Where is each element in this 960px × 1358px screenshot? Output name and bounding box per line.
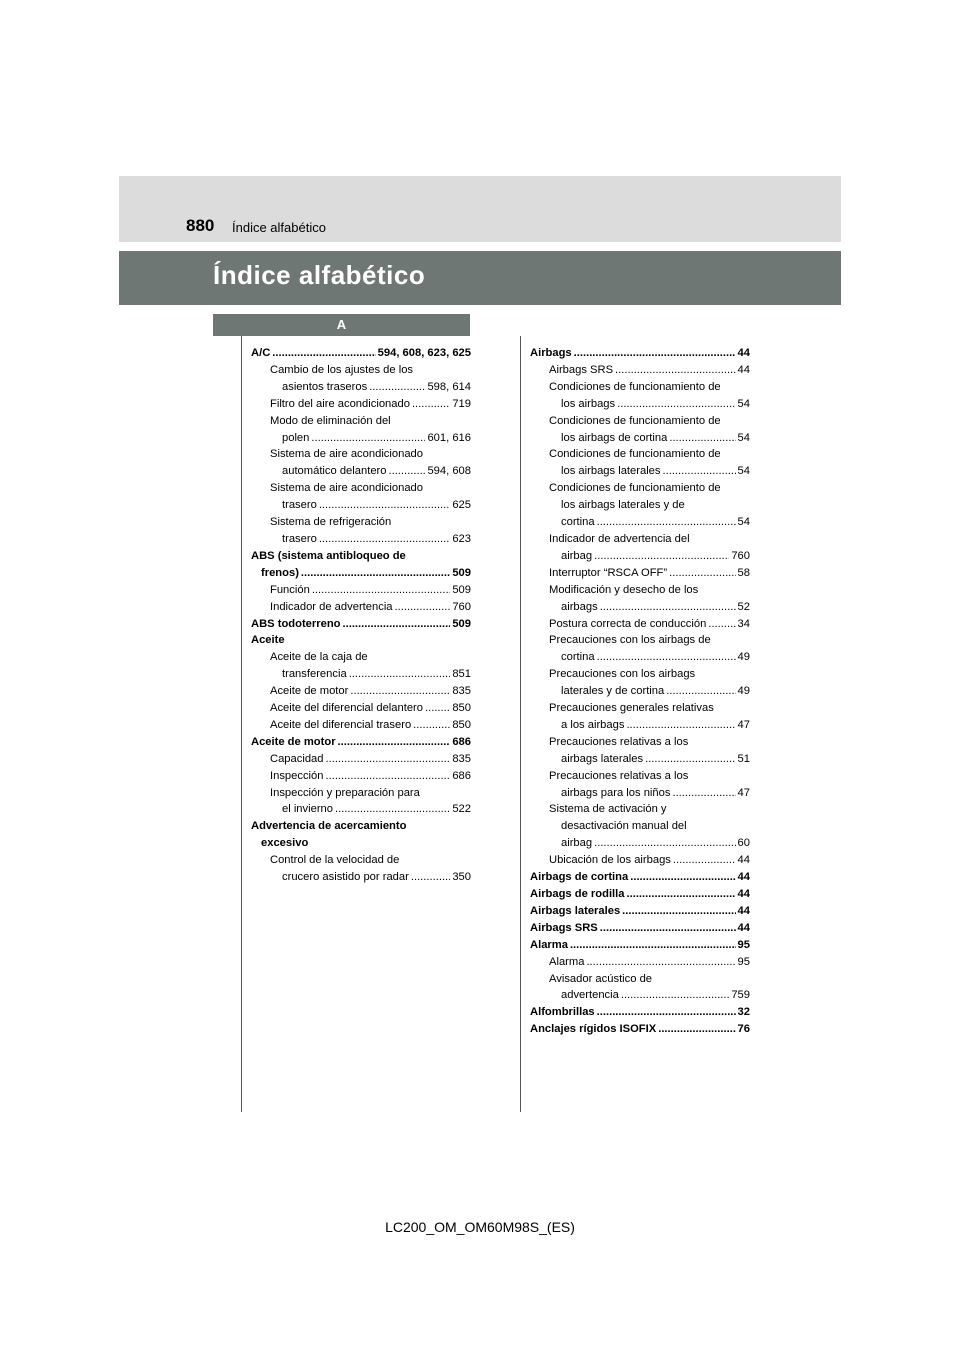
index-entry-term: Airbags laterales [530,904,621,917]
index-entry-term: los airbags de cortina [561,431,668,444]
index-entry-term: Modo de eliminación del [270,414,391,427]
index-entry [530,396,750,413]
index-entry [530,430,750,447]
dot-leader [311,430,425,447]
dot-leader [672,785,735,802]
dot-leader [669,565,735,582]
index-entry-term: polen [282,431,310,444]
index-entry [251,463,471,480]
index-entry [530,683,750,700]
index-entry [251,700,471,717]
index-entry [251,599,471,616]
index-entry-term: Filtro del aire acondicionado [270,397,410,410]
dot-leader [413,717,450,734]
index-entry [251,616,471,633]
index-entry [530,649,750,666]
index-entry-term: airbags para los niños [561,786,671,799]
index-entry-term: Precauciones generales relativas [549,702,714,715]
dot-leader [615,362,736,379]
index-entry-term: Inspección y preparación para [270,786,420,799]
index-entry-page[interactable]: 719 [452,397,471,410]
dot-leader [343,616,451,633]
index-entry-term: Postura correcta de conducción [549,617,707,630]
index-entry [530,379,750,396]
index-entry-term: Condiciones de funcionamiento de [549,482,721,495]
dot-leader [349,666,451,683]
index-entry [251,751,471,768]
index-entry [530,345,750,362]
index-entry-term: Aceite de la caja de [270,651,368,664]
index-entry-term: Control de la velocidad de [270,854,400,867]
index-entry-term: Aceite del diferencial trasero [270,718,412,731]
index-entry-term: Aceite [251,634,285,647]
index-entry-term: Sistema de aire acondicionado [270,482,423,495]
index-entry-term: airbags [561,600,598,613]
index-entry-page[interactable]: 686 [452,735,471,748]
index-entry-page[interactable]: 759 [731,989,750,1002]
dot-leader [627,886,736,903]
dot-leader [574,345,736,362]
index-entry [251,497,471,514]
index-entry [530,514,750,531]
dot-leader [326,768,451,785]
dot-leader [594,548,729,565]
index-entry [251,785,471,802]
index-entry-term: Alarma [549,955,585,968]
dot-leader [663,463,736,480]
index-entry-term: trasero [282,532,317,545]
index-entry-term: A/C [251,347,271,359]
index-entry-term: Cambio de los ajustes de los [270,363,414,376]
index-entry [251,818,471,835]
index-entry [530,582,750,599]
index-entry-term: Airbags de cortina [530,871,629,884]
index-entry-term: Sistema de refrigeración [270,516,392,529]
index-entry-term: Indicador de advertencia del [549,532,690,545]
index-entry-term: Precauciones con los airbags de [549,634,711,647]
index-entry [251,768,471,785]
index-entry-term: Airbags de rodilla [530,888,625,900]
index-entry-term: excesivo [261,837,309,850]
index-entry [530,937,750,954]
index-entry-page[interactable]: 60 [737,837,750,850]
index-entry [530,599,750,616]
index-entry-page[interactable]: 34 [737,617,750,630]
index-entry-term: crucero asistido por radar [282,871,409,884]
index-entry [530,1004,750,1021]
index-entry-term: Condiciones de funcionamiento de [549,380,721,393]
index-entry-term: los airbags [561,397,616,410]
index-entry [251,869,471,886]
index-entry [251,531,471,548]
index-entry [530,362,750,379]
index-entry-page[interactable]: 594, 608, 623, 625 [377,347,471,359]
page-number: 880 [186,216,215,235]
dot-leader [630,869,735,886]
index-entry-term: Advertencia de acercamiento [251,820,407,833]
index-entry [251,514,471,531]
index-entry-term: cortina [561,651,595,664]
index-entry-page[interactable]: 44 [737,347,750,359]
index-entry-term: ABS todoterreno [251,617,341,630]
dot-leader [586,954,735,971]
dot-leader [395,599,451,616]
index-entry-term: Avisador acústico de [549,972,653,985]
index-column-left [251,345,471,886]
dot-leader [570,937,736,954]
index-entry-page[interactable]: 850 [452,718,471,731]
index-entry [530,700,750,717]
index-entry-page[interactable]: 54 [737,465,750,478]
index-entry-page[interactable]: 95 [737,938,750,951]
index-entry [530,920,750,937]
dot-leader [622,903,735,920]
index-entry [530,852,750,869]
index-entry-term: Función [270,583,310,596]
index-entry [251,666,471,683]
index-entry [251,548,471,565]
index-entry [530,869,750,886]
index-entry [530,801,750,818]
index-entry-page[interactable]: 350 [452,871,471,884]
index-entry [251,632,471,649]
section-letter-tab: A [213,314,470,336]
index-entry-term: Aceite de motor [270,685,349,698]
index-entry [530,751,750,768]
index-entry [251,852,471,869]
index-entry-term: automático delantero [282,465,387,478]
dot-leader [666,683,735,700]
index-entry [251,430,471,447]
index-entry [251,396,471,413]
dot-leader [425,700,450,717]
index-entry-term: trasero [282,499,317,512]
index-entry-page[interactable]: 509 [452,583,471,596]
index-entry-page[interactable]: 850 [452,702,471,715]
index-entry-term: Airbags SRS [549,363,614,376]
index-entry [530,987,750,1004]
index-entry [251,565,471,582]
dot-leader [412,396,450,413]
index-entry-term: Sistema de activación y [549,803,667,816]
index-entry-term: asientos traseros [282,380,368,393]
index-entry-term: Aceite del diferencial delantero [270,702,423,715]
index-entry-term: Alarma [530,938,568,951]
running-title: Índice alfabético [232,220,326,235]
index-entry-page[interactable]: 54 [737,516,750,529]
dot-leader [335,801,450,818]
index-entry-page[interactable]: 44 [737,921,750,934]
index-entry [530,565,750,582]
index-entry [251,362,471,379]
index-entry-term: Precauciones relativas a los [549,735,689,748]
dot-leader [645,751,735,768]
index-entry-term: Aceite de motor [251,735,336,748]
index-entry-page[interactable]: 44 [737,904,750,917]
dot-leader [326,751,451,768]
dot-leader [338,734,451,751]
index-entry-page[interactable]: 598, 614 [427,380,471,393]
index-entry-term: el invierno [282,803,333,816]
index-entry-term: Capacidad [270,752,324,765]
index-entry-page[interactable]: 54 [737,431,750,444]
index-entry-term: transferencia [282,668,347,681]
index-entry [251,649,471,666]
index-entry-page[interactable]: 44 [737,854,750,867]
index-entry-page[interactable]: 44 [737,363,750,376]
index-entry-term: Alfombrillas [530,1006,595,1019]
index-entry-page[interactable]: 49 [737,685,750,698]
index-entry [530,531,750,548]
index-entry-page[interactable]: 32 [737,1006,750,1019]
index-entry-term: Interruptor “RSCA OFF” [549,566,668,579]
index-entry [530,413,750,430]
dot-leader [369,379,425,396]
index-entry [251,835,471,852]
index-entry-term: cortina [561,516,595,529]
index-entry [530,954,750,971]
index-entry [530,717,750,734]
dot-leader [597,649,736,666]
index-entry [251,734,471,751]
index-entry [251,345,471,362]
index-entry [251,446,471,463]
index-entry-term: frenos) [261,566,299,579]
index-entry-page[interactable]: 51 [737,752,750,765]
dot-leader [319,497,451,514]
index-entry-term: Anclajes rígidos ISOFIX [530,1023,657,1036]
index-entry [530,734,750,751]
index-entry-page[interactable]: 851 [452,668,471,681]
index-entry-page[interactable]: 44 [737,871,750,884]
index-entry-page[interactable]: 47 [737,718,750,731]
index-entry-term: Precauciones con los airbags [549,668,696,681]
index-entry-page[interactable]: 509 [452,566,471,579]
index-entry [530,818,750,835]
dot-leader [597,514,736,531]
index-entry-term: Airbags SRS [530,921,598,934]
dot-leader [411,869,450,886]
dot-leader [626,717,735,734]
index-entry [251,801,471,818]
index-entry-term: airbag [561,837,593,850]
index-entry-term: Modificación y desecho de los [549,583,699,596]
index-entry [530,446,750,463]
index-entry-page[interactable]: 52 [737,600,750,613]
index-entry [530,903,750,920]
dot-leader [597,1004,736,1021]
dot-leader [272,345,375,362]
index-entry-page[interactable]: 95 [737,955,750,968]
index-entry-term: Airbags [530,347,572,359]
index-entry-term: Condiciones de funcionamiento de [549,414,721,427]
index-entry-page[interactable]: 601, 616 [427,431,471,444]
index-entry [530,971,750,988]
index-entry-page[interactable]: 760 [452,600,471,613]
index-entry-term: airbags laterales [561,752,644,765]
index-entry [530,480,750,497]
index-entry-term: Condiciones de funcionamiento de [549,448,721,461]
index-entry-page[interactable]: 760 [731,549,750,562]
index-entry-term: Sistema de aire acondicionado [270,448,423,461]
index-entry-term: laterales y de cortina [561,685,665,698]
header-band [119,176,841,242]
index-entry-term: los airbags laterales y de [561,499,685,512]
dot-leader [621,987,729,1004]
column-divider-middle [520,336,521,1112]
index-entry-term: los airbags laterales [561,465,661,478]
index-entry [530,1021,750,1038]
index-entry [530,886,750,903]
dot-leader [388,463,425,480]
dot-leader [312,582,451,599]
index-entry-term: ABS (sistema antibloqueo de [251,549,406,562]
index-entry-page[interactable]: 58 [737,566,750,579]
index-entry-term: Precauciones relativas a los [549,769,689,782]
index-entry-term: airbag [561,549,593,562]
index-entry [251,717,471,734]
dot-leader [319,531,451,548]
index-entry-page[interactable]: 835 [452,685,471,698]
dot-leader [594,835,735,852]
footer-document-code: LC200_OM_OM60M98S_(ES) [385,1219,575,1235]
index-entry-page[interactable]: 835 [452,752,471,765]
dot-leader [669,430,735,447]
index-entry [530,616,750,633]
index-entry-term: advertencia [561,989,619,1002]
index-entry-page[interactable]: 54 [737,397,750,410]
page-title: Índice alfabético [213,260,426,290]
column-divider-left [241,336,242,1112]
index-entry-page[interactable]: 47 [737,786,750,799]
index-entry [530,768,750,785]
dot-leader [658,1021,735,1038]
index-entry-page[interactable]: 49 [737,651,750,664]
index-entry [251,683,471,700]
index-entry-term: Indicador de advertencia [270,600,393,613]
index-entry [530,463,750,480]
index-entry-page[interactable]: 623 [452,532,471,545]
dot-leader [600,920,736,937]
index-entry [530,632,750,649]
index-entry-page[interactable]: 594, 608 [427,465,471,478]
index-entry-page[interactable]: 76 [737,1023,750,1036]
dot-leader [617,396,735,413]
index-entry-page[interactable]: 625 [452,499,471,512]
index-entry [251,480,471,497]
dot-leader [350,683,450,700]
index-column-right [530,345,750,1038]
index-entry-page[interactable]: 44 [737,888,750,900]
dot-leader [708,616,735,633]
index-entry [530,785,750,802]
index-entry [251,582,471,599]
index-entry [530,666,750,683]
dot-leader [301,565,450,582]
dot-leader [673,852,736,869]
index-entry [530,497,750,514]
index-entry-term: Inspección [270,769,324,782]
index-entry-page[interactable]: 522 [452,803,471,816]
index-entry-page[interactable]: 509 [452,617,471,630]
index-entry-term: desactivación manual del [561,820,687,833]
index-entry-page[interactable]: 686 [452,769,471,782]
index-entry [530,835,750,852]
index-entry [251,413,471,430]
index-entry-term: Ubicación de los airbags [549,854,671,867]
index-entry [251,379,471,396]
index-entry-term: a los airbags [561,718,625,731]
dot-leader [600,599,736,616]
index-entry [530,548,750,565]
